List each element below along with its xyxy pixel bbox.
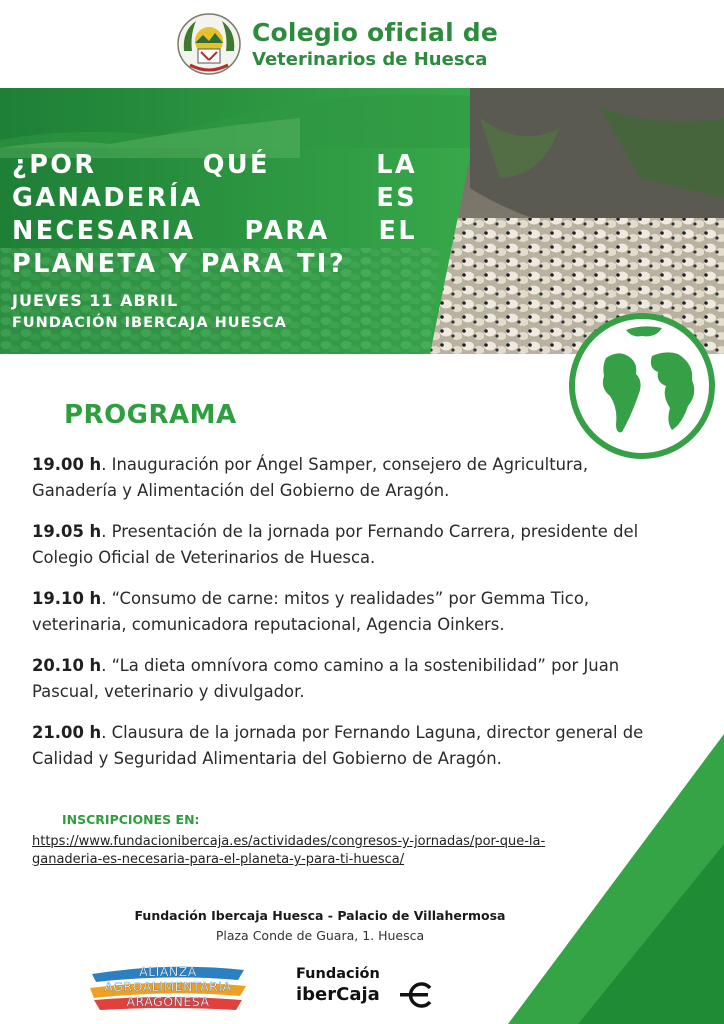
ibercaja-line1: Fundación — [296, 966, 380, 982]
program-item — [32, 586, 672, 637]
registration-label: INSCRIPCIONES EN: — [62, 812, 200, 827]
program-item — [32, 452, 672, 503]
crest-icon — [176, 11, 242, 77]
program-heading: PROGRAMA — [64, 400, 237, 430]
globe-icon — [566, 310, 718, 462]
ibercaja-mark-icon — [396, 982, 436, 1008]
program-item-text: . Inauguración por Ángel Samper, consejero de Agricultura, Ganadería y Alimentación del Gobierno de Aragón. — [32, 455, 589, 500]
alianza-line3: ARAGONESA — [126, 994, 210, 1009]
corner-decoration — [508, 734, 724, 1024]
venue-address-title: Fundación Ibercaja Huesca - Palacio de Villahermosa — [134, 908, 506, 923]
program-item-time: 20.10 h — [32, 656, 102, 675]
program-item-text: . Presentación de la jornada por Fernando Carrera, presidente del Colegio Oficial de Veterinarios de Huesca. — [32, 522, 639, 567]
alianza-line2: AGROALIMENTARIA — [104, 979, 232, 994]
header-logo-block — [172, 10, 524, 78]
program-item-time: 19.05 h — [32, 522, 102, 541]
alianza-line1: ALIANZA — [139, 964, 197, 979]
program-item — [32, 519, 672, 570]
program-item-text: . Clausura de la jornada por Fernando Laguna, director general de Calidad y Seguridad Alimentaria del Gobierno de Aragón. — [32, 723, 644, 768]
program-item-time: 19.10 h — [32, 589, 102, 608]
program-item-time: 21.00 h — [32, 723, 102, 742]
event-venue: FUNDACIÓN IBERCAJA HUESCA — [12, 315, 287, 331]
header-title-line2: Veterinarios de Huesca — [252, 48, 488, 70]
venue-address-street: Plaza Conde de Guara, 1. Huesca — [215, 928, 425, 943]
ibercaja-line2: iberCaja — [296, 984, 380, 1005]
event-date: JUEVES 11 ABRIL — [12, 291, 179, 310]
alianza-agroalimentaria-logo — [88, 960, 248, 1012]
registration-link[interactable]: https://www.fundacionibercaja.es/actividades/congresos-y-jornadas/por-que-la-ganaderia-es-necesaria-para-el-planeta-y-para-ti-huesca/ — [32, 834, 546, 867]
header-title-line1: Colegio oficial de — [252, 17, 498, 47]
program-item — [32, 653, 672, 704]
program-item-text: . “La dieta omnívora como camino a la sostenibilidad” por Juan Pascual, veterinario y divulgador. — [32, 656, 620, 701]
fundacion-ibercaja-logo — [270, 960, 456, 1014]
event-title: ¿POR QUÉ LA GANADERÍA ES NECESARIA PARA EL PLANETA Y PARA TI? — [12, 150, 417, 279]
program-item-time: 19.00 h — [32, 455, 102, 474]
program-item-text: . “Consumo de carne: mitos y realidades” por Gemma Tico, veterinaria, comunicadora reputacional, Agencia Oinkers. — [32, 589, 590, 634]
